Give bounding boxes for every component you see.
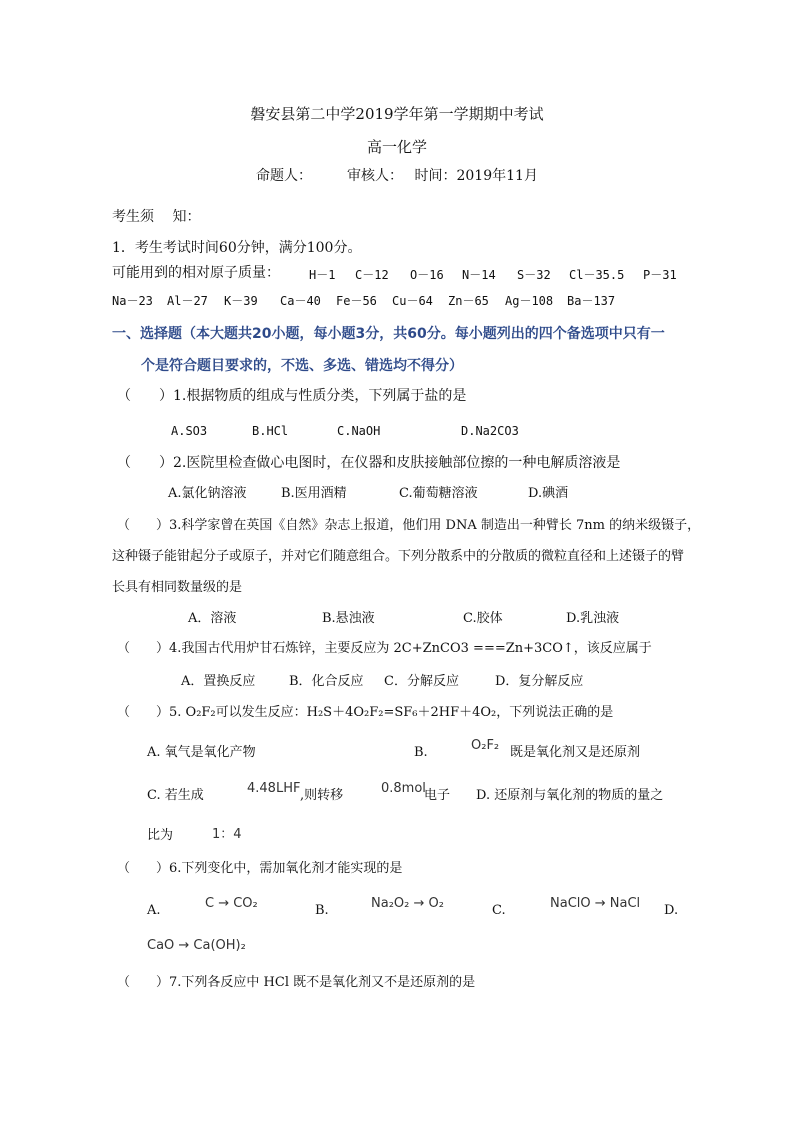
atomic-mass: Fe－56 [336, 294, 377, 308]
formula-c-to-co2: C → CO₂ [205, 896, 258, 911]
option-c-label: C. [492, 903, 506, 918]
atomic-mass: P－31 [643, 268, 677, 282]
atomic-mass: O－16 [410, 268, 444, 282]
atomic-mass: Na－23 [112, 294, 153, 308]
formula-o2f2: O₂F₂ [471, 738, 500, 753]
atomic-mass: Cu－64 [392, 294, 433, 308]
option-d: D.Na2CO3 [461, 424, 519, 438]
option-a: A. 氧气是氧化产物 [147, 745, 256, 760]
atomic-mass: Cl－35.5 [569, 268, 625, 282]
question-2-stem: （ ）2.医院里检查做心电图时，在仪器和皮肤接触部位擦的一种电解质溶液是 [117, 455, 621, 471]
question-3-stem-line-1: （ ）3.科学家曾在英国《自然》杂志上报道，他们用 DNA 制造出一种臂长 7nm 的纳米级镊子， [117, 518, 701, 533]
option-c: C．分解反应 [384, 674, 459, 689]
option-d: D．复分解反应 [495, 674, 584, 689]
atomic-mass: N－14 [462, 268, 496, 282]
option-d-continued: 比为 [147, 828, 174, 843]
question-4-stem: （ ）4.我国古代用炉甘石炼锌，主要反应为 2C+ZnCO3 ===Zn+3CO↑，该反应属于 [117, 641, 652, 656]
option-a: A.氯化钠溶液 [168, 486, 247, 501]
exam-subject: 高一化学 [366, 138, 427, 156]
option-d: D.碘酒 [528, 486, 569, 501]
exam-meta: 命题人： 审核人： 时间：2019年11月 [256, 168, 538, 184]
atomic-mass: Zn－65 [448, 294, 489, 308]
option-b: B.悬浊液 [322, 611, 375, 626]
option-a: A．溶液 [188, 611, 237, 626]
atomic-mass: S－32 [517, 268, 551, 282]
question-1-stem: （ ）1.根据物质的组成与性质分类，下列属于盐的是 [117, 388, 467, 404]
option-c-label: C. 若生成 [147, 788, 204, 803]
notice-item-1: 1．考生考试时间60分钟，满分100分。 [112, 240, 362, 256]
exam-title: 磐安县第二中学2019学年第一学期期中考试 [250, 105, 544, 123]
option-b-label: B. [315, 903, 329, 918]
formula-naclo-to-nacl: NaClO → NaCl [550, 896, 641, 911]
section-heading-line-2: 个是符合题目要求的，不选、多选、错选均不得分） [141, 358, 463, 374]
atomic-mass: Ag－108 [505, 294, 554, 308]
question-3-stem-line-3: 长具有相同数量级的是 [112, 580, 243, 595]
atomic-mass: Ba－137 [567, 294, 616, 308]
option-a: A．置换反应 [181, 674, 256, 689]
option-b-label: B. [414, 745, 428, 760]
option-c-text: ,则转移 [300, 788, 344, 803]
formula-cao-to-caoh2: CaO → Ca(OH)₂ [147, 938, 246, 953]
ratio-value: 1：4 [212, 827, 242, 842]
section-heading-line-1: 一、选择题（本大题共20小题，每小题3分，共60分。每小题列出的四个备选项中只有一 [112, 326, 665, 342]
option-d-label: D. [664, 903, 679, 918]
atomic-mass: C－12 [355, 268, 389, 282]
question-5-stem: （ ）5. O₂F₂可以发生反应：H₂S＋4O₂F₂=SF₆＋2HF＋4O₂，下列说法正确的是 [117, 705, 614, 720]
atomic-mass: Ca－40 [280, 294, 321, 308]
notice-heading: 考生须 知： [112, 209, 201, 225]
option-d: D.乳浊液 [566, 611, 620, 626]
question-6-stem: （ ）6.下列变化中，需加氧化剂才能实现的是 [117, 861, 403, 876]
option-a-label: A. [147, 903, 161, 918]
formula-electron-mol: 0.8mol [381, 781, 426, 796]
atomic-mass: Al－27 [167, 294, 208, 308]
option-c: C.NaOH [337, 424, 381, 438]
option-b-text: 既是氧化剂又是还原剂 [510, 745, 641, 760]
option-b: B．化合反应 [289, 674, 364, 689]
option-b: B.医用酒精 [281, 486, 347, 501]
atomic-mass: H－1 [309, 268, 336, 282]
question-3-stem-line-2: 这种镊子能钳起分子或原子，并对它们随意组合。下列分散系中的分散质的微粒直径和上述镊子的臂 [112, 549, 685, 564]
option-c: C.葡萄糖溶液 [399, 486, 478, 501]
option-b: B.HCl [252, 424, 289, 438]
atomic-mass: K－39 [224, 294, 258, 308]
option-c: C.胶体 [463, 611, 503, 626]
option-a: A.SO3 [171, 424, 208, 438]
formula-na2o2-to-o2: Na₂O₂ → O₂ [371, 896, 444, 911]
question-7-stem: （ ）7.下列各反应中 HCl 既不是氧化剂又不是还原剂的是 [117, 975, 476, 990]
atomic-mass-label: 可能用到的相对原子质量： [112, 265, 280, 281]
formula-hf-volume: 4.48LHF [247, 781, 301, 796]
option-c-end: 电子 [424, 788, 451, 803]
option-d: D. 还原剂与氧化剂的物质的量之 [476, 788, 664, 803]
